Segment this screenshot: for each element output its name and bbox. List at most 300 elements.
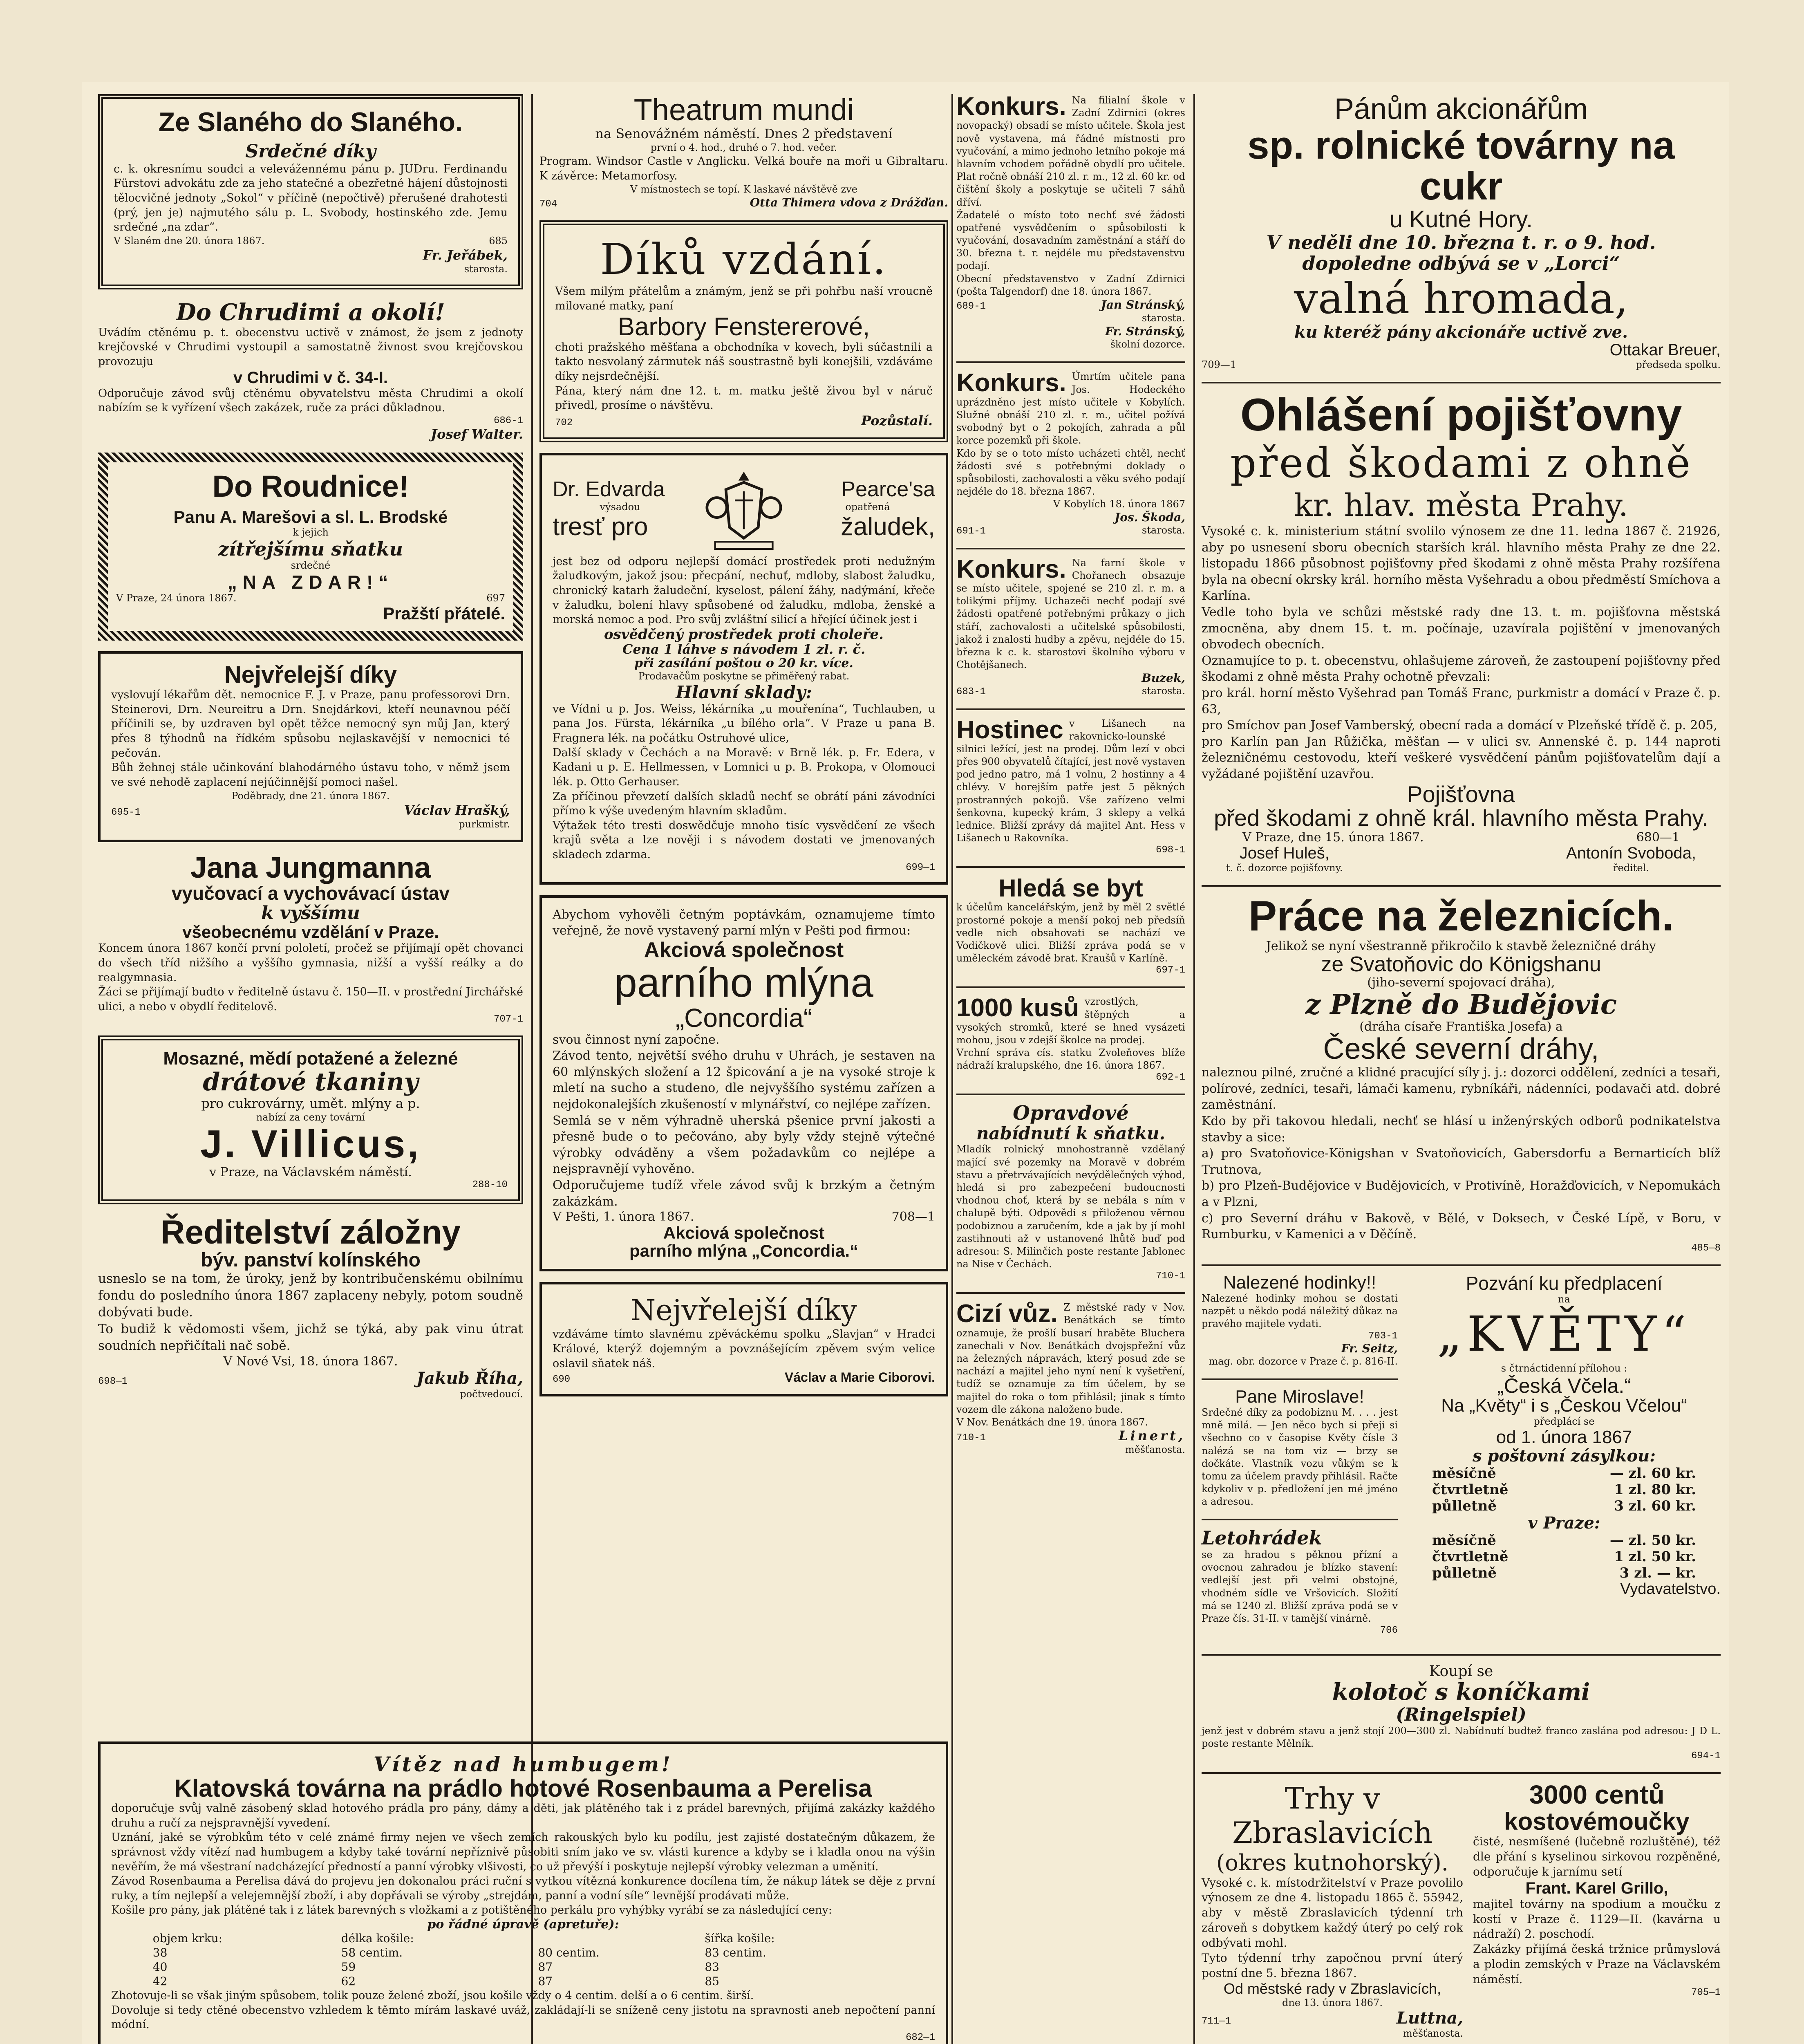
ad-signature: Václav a Marie Ciborovi. <box>784 1370 935 1385</box>
ad-text: Všem milým přátelům a známým, jenž se při pohřbu naší vroucně milované matky, paní <box>555 285 933 312</box>
ad-text-2: Vrchní správa cís. statku Zvoleňoves blíže nádraží kralupského, dne 16. února 1867. <box>956 1047 1185 1071</box>
ad-title: Klatovská továrna na prádlo hotové Rosenbauma a Perelisa <box>174 1775 872 1802</box>
ad-text: se za hradou s pěknou přízní a ovocnou zahradou je blízko stavení: vedlejší jest při velmi obstojné, vhodném sídle ve Vršovicích. Složití má se 1240 zl. Bližší zpráva podá se v Praze čís. 31-II. v tamější vinárně. <box>1202 1549 1398 1624</box>
table-row <box>152 1974 894 1988</box>
ad-text-3: Pána, který nám dne 12. t. m. matku ještě živou byl v náruč přivedl, prosíme o návštěvu. <box>555 384 933 412</box>
ad-line: vyučovací a vychovávací ústav <box>171 883 450 904</box>
table-cell: 42 <box>152 1975 168 1988</box>
ad-role-2: školní dozorce. <box>1110 338 1185 350</box>
ad-signature: Buzek, <box>1141 671 1185 685</box>
price-value: — zl. 60 kr. <box>1609 1465 1696 1481</box>
ad-text: Nalezené hodinky mohou se dostati nazpět u někdo podá náležitý důkaz na pravého majitele vydati. <box>1202 1293 1398 1330</box>
ad-concordia <box>539 895 948 1272</box>
ad-date: V Praze, 24 února 1867. <box>116 592 237 604</box>
ad-title: Opravdové <box>1013 1102 1129 1125</box>
ad-line: „NA ZDAR!“ <box>227 571 394 593</box>
ad-sig-1: Jan Stránský, <box>1101 298 1185 312</box>
ad-text: čisté, nesmíšené (lučebně rozluštěné), též dle přání s kyselinou sirkovou rozpěněné, odporučuje k jarnímu setí <box>1473 1834 1721 1878</box>
ad-line: před škodami z ohně <box>1230 439 1692 487</box>
ad-head: 1000 kusů <box>956 994 1079 1022</box>
ad-line: drátové tkaniny <box>203 1067 419 1096</box>
ad-text: vyslovují lékařům dět. nemocnice F. J. v Praze, panu professorovi Drn. Steinerovi, Drn. Neureitru a Drn. Snejdárkovi, kteří neunavnou péčí příčinili se, by uzdraven byl opět těžce nemocný syn můj Jan, který přes 8 týhodnů na řídkém spůsobu nejlaskavější v nemocnici té pečován. <box>111 688 510 760</box>
ad-left-top: Dr. Edvarda <box>553 477 665 502</box>
table-header: šířka košile: <box>705 1932 775 1945</box>
ad-title: Nejvřelejší díky <box>224 661 397 688</box>
ad-text: Koncem února 1867 končí první pololetí, pročež se přijímají opět chovanci do všech tříd nižšího a vyššího gymnasia, nižší a vyšší reálky a do realgymnasia. <box>98 942 523 984</box>
ad-prace <box>1202 894 1721 1254</box>
ad-date: V Praze, dne 15. února 1867. <box>1242 830 1424 845</box>
ad-signature: Pražští přátelé. <box>383 604 505 623</box>
ad-line: všeobecnému vzdělání v Praze. <box>182 922 439 942</box>
ad-head: Konkurs. <box>956 555 1066 583</box>
table-cell: 85 <box>705 1975 719 1988</box>
ad-head: Pane Miroslave! <box>1235 1386 1364 1407</box>
price-value: 1 zl. 80 kr. <box>1614 1481 1696 1498</box>
royal-crest-icon <box>699 464 789 554</box>
ad-signature: Jos. Škoda, <box>1115 511 1185 524</box>
ad-head: Cizí vůz. <box>956 1300 1058 1328</box>
divider <box>956 986 1185 988</box>
ad-line: Na „Květy“ i s „Českou Včelou“ <box>1441 1396 1687 1416</box>
price-label: půlletně <box>1432 1497 1497 1514</box>
ad-kolotoc <box>1202 1663 1721 1761</box>
price-value: 3 zl. — kr. <box>1619 1564 1696 1581</box>
ad-cizi-vuz <box>956 1301 1185 1456</box>
ad-line: Panu A. Marešovi a sl. L. Brodské <box>173 507 448 527</box>
table-cell: 83 centim. <box>705 1946 766 1959</box>
ad-ref: 692-1 <box>1155 1072 1185 1083</box>
ad-signature: Fr. Seitz, <box>1341 1341 1398 1355</box>
ad-line: České severní dráhy, <box>1323 1032 1599 1065</box>
ad-letohradek <box>1202 1528 1398 1636</box>
ad-rosenbaum <box>98 1741 948 2044</box>
ad-ref: 680—1 <box>1636 830 1680 845</box>
ad-konkurs-2 <box>956 370 1185 537</box>
table-cell: 40 <box>152 1960 168 1974</box>
ad-title: Ředitelství záložny <box>161 1213 461 1251</box>
ad-ref: 288-10 <box>472 1179 508 1190</box>
ad-line: Od městské rady v Zbraslavicích, <box>1223 1980 1441 1997</box>
price-row <box>1408 1549 1721 1565</box>
ad-title: „KVĚTY“ <box>1437 1306 1691 1363</box>
column-rule <box>1193 94 1195 2044</box>
ad-line: dopoledne odbývá se v „Lorci“ <box>1302 252 1620 274</box>
ad-signature: Václav Hrašký, <box>404 802 510 818</box>
ad-ref: 699—1 <box>905 862 935 873</box>
divider <box>956 708 1185 710</box>
ad-role-right: ředitel. <box>1613 862 1649 874</box>
ad-text: jenž jest v dobrém stavu a jenž stojí 200—300 zl. Nabídnutí budtež franco zaslána pod adresou: J D L. poste restante Mělník. <box>1202 1725 1721 1750</box>
ad-villicus <box>98 1035 523 1204</box>
ad-name: Barbory Fenstererové, <box>618 312 870 341</box>
ad-text-2: choti pražského měšťana a obchodníka v kovech, byli súčastnili a takto nesvolaný zármutek náš soustrastně byli konejšili, vzdáváme díky nejsrdečnější. <box>555 341 933 383</box>
price-label: měsíčně <box>1432 1465 1496 1481</box>
ad-role: mag. obr. dozorce v Praze č. p. 816-II. <box>1209 1355 1398 1367</box>
ad-sig-2: parního mlýna „Concordia.“ <box>629 1241 859 1261</box>
ad-text-2: Žadatelé o místo toto nechť své žádosti opatřené vysvědčením o spůsobilosti k vyučování, dosavadním zaměstnání a stáří do 30. března t. r. nejdéle mu představenstvu podají. <box>956 209 1185 272</box>
ad-name: Frant. Karel Grillo, <box>1525 1879 1668 1897</box>
ad-title: Nalezené hodinky!! <box>1223 1272 1377 1293</box>
ad-text: Na farní škole v Chořanech obsazuje se místo učitele, spojené se 210 zl. r. m. a tolikými příjmy. Uchazeči nechť podají své žádosti opatřené potřebnými průkazy o jich stáří, zachovalosti a učitelské spůsobilosti, jakož i znalosti hudby a zpěvu, nejdéle do 15. března k c. k. starostovi školního výboru v Chotějšanech. <box>956 557 1185 671</box>
ad-text-3: Závod tento, největší svého druhu v Uhrách, je sestaven na 60 mlýnských složení a 12 špicování a je na vysoké stroje k mletí na sucho a studeno, dle nejvyššího systému zařízen a nejdokonalejších zkušeností v mlynářství, co nejlépe zařízen. <box>553 1049 935 1112</box>
ad-line: ze Svatoňovic do Königshanu <box>1321 952 1601 976</box>
ad-item-b: b) pro Plzeň-Budějovice v Budějovicích, v Protivíně, Horažďovicích, v Nepomukách a v Plzni, <box>1202 1179 1721 1210</box>
column-2 <box>539 94 948 1407</box>
ad-text-3: Za příčinou převzetí dalších skladů nechť se obrátí páni závodníci přímo k výše uvedeným hlavním skladům. <box>553 790 935 818</box>
table-header: objem krku: <box>152 1932 223 1945</box>
ad-text-4: Semlá se v něm výhradně uherská pšenice první jakosti a přesně bude o to pečováno, aby byly vždy stejně výtečné výrobky odváděny a všem požadavkům co nejlépe a nejspravnějí vyhověno. <box>553 1113 935 1177</box>
ad-date: V Pešti, 1. února 1867. <box>553 1210 694 1224</box>
ad-head: Letohrádek <box>1202 1527 1322 1549</box>
ad-text: vzrostlých, štěpných a vysokých stromků, které se hned vysázeti mohou, jsou v zdejší školce na prodej. <box>956 996 1185 1046</box>
ad-title: Pánům akcionářům <box>1334 93 1588 126</box>
ad-text-3: Kdo by při takovou hledali, nechť se hlásí u inženýrských odborů podnikatelstva stavby a sice: <box>1202 1114 1721 1145</box>
ad-line: (Ringelspiel) <box>1396 1704 1526 1725</box>
ad-line: u Kutné Hory. <box>1389 206 1533 233</box>
ad-line: v Praze: <box>1528 1513 1600 1533</box>
ad-text-2: To budiž k vědomosti všem, jichž se týká, aby pak vinu útrat soudních nepřičítali nač sobě. <box>98 1321 523 1353</box>
divider <box>1202 1654 1721 1656</box>
divider <box>1202 1378 1398 1380</box>
ad-title: Theatrum mundi <box>633 93 854 127</box>
column-rule <box>951 94 953 2044</box>
divider <box>1202 1264 1721 1266</box>
price-label: půlletně <box>1432 1564 1497 1581</box>
ad-text: usneslo se na tom, že úroky, jenž by kontribučenskému obilnímu fondu do posledního února 1867 zaplaceny nebyly, potom soudně dobývati bude. <box>98 1271 523 1320</box>
ad-roudnice <box>98 453 523 641</box>
ad-jungmann <box>98 853 523 1025</box>
ad-title: Nejvřelejší díky <box>630 1293 857 1327</box>
ad-line: předplácí se <box>1533 1416 1595 1428</box>
ad-line: (dráha císaře Františka Josefa) a <box>1359 1019 1563 1034</box>
divider <box>956 361 1185 363</box>
ad-depots: ve Vídni u p. Jos. Weiss, lékárníka „u mouřenína“, Tuchlauben, u pana Jos. Fürsta, lékárníka „u bílého orla“. V Praze u pana B. Fragnera lék. na počátku Ostruhové ulice, <box>553 702 935 745</box>
ad-line: k jejich <box>293 526 329 538</box>
ad-ref: 682—1 <box>905 2032 935 2043</box>
ad-slany <box>98 94 523 289</box>
column-3 <box>956 94 1185 1467</box>
ad-chrudim <box>98 300 523 442</box>
ad-highlight: osvědčený prostředek proti choleře. <box>604 626 884 643</box>
ad-text-6: pro Karlín pan Jan Růžička, měšťan — v ulici sv. Annenské č. p. 144 naproti železničnému cestovodu, kteří veškeré vysvědčení pánům pojišťovatelům dají a vyžádané pojištění uzavřou. <box>1202 734 1721 781</box>
ad-ref: 710-1 <box>1155 1271 1185 1282</box>
ad-grillo <box>1473 1781 1721 2040</box>
ad-ref: 709—1 <box>1202 359 1237 371</box>
size-table <box>152 1931 894 1988</box>
ad-ref: 685 <box>489 235 508 247</box>
table-cell: 87 <box>538 1975 553 1988</box>
ad-signature: Pozůstalí. <box>861 412 933 428</box>
ad-line: s poštovní zásylkou: <box>1472 1446 1656 1466</box>
ad-line: V neděli dne 10. března t. r. o 9. hod. <box>1266 231 1656 254</box>
price-label: čtvrtletně <box>1432 1481 1509 1498</box>
ad-item-c: c) pro Severní dráhu v Bakově, v Bělé, v Doksech, v České Lípě, v Boru, v Rumburku, v Kamenici a v Děčíně. <box>1202 1211 1721 1242</box>
ad-signature: Linert, <box>1118 1428 1185 1444</box>
ad-subtitle: (okres kutnohorský). <box>1216 1849 1448 1876</box>
divider <box>1202 1772 1721 1774</box>
ad-title-2: nabídnutí k sňatku. <box>976 1123 1166 1144</box>
ad-sig-2: Fr. Stránský, <box>1105 325 1185 338</box>
ad-text-2: svou činnost nyní započne. <box>553 1032 720 1047</box>
ad-hleda <box>956 875 1185 976</box>
ad-date: V Slaném dne 20. února 1867. <box>114 235 265 247</box>
ad-line: srdečné <box>291 560 331 572</box>
price-label: měsíčně <box>1432 1532 1496 1549</box>
ad-text-2: Odporučuje závod svůj ctěnému obyvatelstvu města Chrudimi a okolí nabízím se k vyřízení všech zakázek, ruče za práci důkladnou. <box>98 387 523 415</box>
ad-foot-2: před škodami z ohně král. hlavního města Prahy. <box>1214 805 1708 831</box>
price-label: čtvrtletně <box>1432 1548 1509 1565</box>
ad-name: J. Villicus, <box>200 1122 421 1166</box>
ad-theatrum <box>539 94 948 210</box>
column-1 <box>98 94 523 1411</box>
ad-heading: Srdečné díky <box>245 141 376 162</box>
ad-text: k účelům kancelářským, jenž by měl 2 světlé prostorné pokoje a menší pokoj neb předsíň vedle nich obsahovati se nachází ve Vodičkově ulici. Bližší zpráva podá se v uměleckém závodě brat. Kraušů v Karlíně. <box>956 901 1185 964</box>
ad-line: kr. hlav. města Prahy. <box>1294 487 1628 524</box>
ad-title: Trhy v Zbraslavicích <box>1232 1781 1433 1850</box>
price-value: 3 zl. 60 kr. <box>1614 1497 1696 1514</box>
ad-role: měšťanosta. <box>1125 1444 1185 1456</box>
ad-title: Díků vzdání. <box>600 234 888 285</box>
ad-line: první o 4. hod., druhé o 7. hod. večer. <box>650 141 837 153</box>
ad-line: od 1. února 1867 <box>1496 1427 1632 1448</box>
ad-text-5: pro Smíchov pan Josef Vamberský, obecní rada a domácí v Plzeňské třídě č. p. 205, <box>1202 718 1717 733</box>
ad-head: Konkurs. <box>956 92 1066 121</box>
ad-ref: 698—1 <box>98 1376 128 1387</box>
ad-subtitle: býv. panství kolínského <box>201 1249 421 1271</box>
price-row <box>1408 1565 1721 1581</box>
ad-right-top: Pearce'sa <box>841 477 935 502</box>
ad-price: Cena 1 láhve s návodem 1 zl. r. č. <box>622 641 866 657</box>
ad-sig-role: počtvedoucí. <box>460 1388 523 1400</box>
ad-line: ku kteréž pány akcionáře uctivě zve. <box>1294 323 1628 342</box>
ad-ref: 705—1 <box>1691 1987 1721 1999</box>
ad-left-small: výsadou <box>600 501 640 513</box>
ad-date: Poděbrady, dne 21. února 1867. <box>231 790 390 802</box>
ad-signature: Luttna, <box>1396 2008 1463 2028</box>
ad-date: V Nové Vsi, 18. února 1867. <box>223 1354 398 1369</box>
ad-kvety <box>1408 1273 1721 1598</box>
ad-pojistovna <box>1202 391 1721 874</box>
ad-address: v Chrudimi v č. 34-I. <box>233 368 388 387</box>
ad-sig-right: Antonín Svoboda, <box>1566 844 1696 863</box>
ad-line: pro cukrovárny, umět. mlýny a p. <box>201 1095 420 1111</box>
ad-line: Akciová společnost <box>644 938 844 962</box>
ad-line: zítřejšímu sňatku <box>218 538 403 560</box>
ad-title: Ze Slaného do Slaného. <box>158 107 463 137</box>
ad-ref: 689-1 <box>956 301 986 312</box>
ad-text: Jelikož se nyní všestranně přikročilo k stavbě železničné dráhy <box>1266 939 1656 953</box>
ad-text-4: Výtažek této tresti doswědčuje mnoho tisíc vysvědčení ze všech krajů světa a lze nověji i s návodem dostati ve jmenovaných skladech zdarma. <box>553 819 935 861</box>
ad-foot-1: Pojišťovna <box>1407 781 1515 807</box>
ad-text-5: Zhotovuje-li se však jiným spůsobem, tolik pouze želené zboží, jsou košile vždy o 4 centim. delší a o 6 centim. širší. <box>111 1989 754 2002</box>
ad-signature: Jakub Říha, <box>416 1368 523 1388</box>
ad-ref: 697 <box>486 592 505 604</box>
ad-text-2: naleznou pilné, zručné a klidné pracující síly j. j.: dozorci oddělení, zedníci a tesaři, polírové, zedníci, tesaři, lámači kamenu, rybníkáři, nádenníci, podavači atd. dobré zaměstnání. <box>1202 1065 1721 1112</box>
ad-line: V místnostech se topí. K laskavé návštěvě zve <box>630 184 857 195</box>
divider <box>956 548 1185 549</box>
ad-line: sp. rolnické továrny na cukr <box>1247 123 1675 208</box>
ad-signature: Ottakar Breuer, <box>1609 341 1721 359</box>
ad-ref: 706 <box>1380 1625 1398 1636</box>
ad-text-5: Odporučujeme tudíž vřele závod svůj k brzkým a četným zakázkám. <box>553 1178 935 1209</box>
ad-line: dne 13. února 1867. <box>1282 1997 1383 2008</box>
ad-ref: 697-1 <box>1155 965 1185 976</box>
price-row <box>1408 1498 1721 1514</box>
table-cell: 83 <box>705 1960 719 1974</box>
ad-text: Mladík rolnický mnohostranně vzdělaný mající své pozemky na Moravě v dobrém stavu a přetrvávajících nevýdělečných výhod, hledá si pro zabezpečení budoucnosti vhodnou choť, která by se nebála s ním v chalupě býti. Odpovědi s přiloženou věrnou podobiznou a zaručením, kde a jak by jí mohl zastihnouti až v ustanovené lhůtě buď pod adresou: S. Milinčich poste restante Jablonec na Nise v Čechách. <box>956 1143 1185 1270</box>
ad-ref: 690 <box>553 1374 571 1385</box>
ad-ref: 708—1 <box>891 1210 935 1224</box>
ad-date: V Nov. Benátkách dne 19. února 1867. <box>956 1416 1148 1428</box>
ad-ref: 710-1 <box>956 1432 986 1444</box>
ad-text: Na filialní škole v Zadní Zdirnici (okres novopacký) obsadí se místo učitele. Škola jest nově vystavena, má řádné místnosti pro vyučování, a mimo jednoho letního pokoje má hlavním vchodem pořádně obydlí pro učitele. Plat ročně obnáší 210 zl. r. m., 12 zl. 60 kr. od čištění školy a poskytuje se učiteli 7 sáhů dříví. <box>956 94 1185 208</box>
ad-line: na <box>1558 1293 1570 1305</box>
ad-line: k vyššímu <box>261 902 360 923</box>
ad-address: v Praze, na Václavském náměstí. <box>209 1165 412 1179</box>
ad-title: Do Chrudimi a okolí! <box>176 299 445 326</box>
ad-text-2: Kdo by se o toto místo ucházeti chtěl, nechť žádosti své s potřebnými doklady o spůsobilosti, zachovalosti a věku svého podají nejdéle do 18. března 1867. <box>956 447 1185 498</box>
ad-line: s čtrnáctidenní přílohou : <box>1501 1363 1627 1374</box>
ad-line: „Concordia“ <box>675 1003 812 1033</box>
ad-line: Mosazné, mědí potažené a železné <box>163 1049 458 1069</box>
ad-role: předseda spolku. <box>1636 359 1721 371</box>
ad-text: Abychom vyhověli četným poptávkám, oznamujeme tímto veřejně, že nově vystavený parní mlýn v Pešti pod firmou: <box>553 907 935 938</box>
ad-text-2: Další sklady v Čechách a na Moravě: v Brně lék. p. Fr. Edera, v Kadani u p. E. Hellmessen, v Lomnici u p. B. Prokopa, v Olomouci lék. p. Otto Gerhauser. <box>553 746 935 788</box>
price-row <box>1408 1481 1721 1498</box>
ad-ref: 691-1 <box>956 526 986 537</box>
ad-line: (jiho-severní spojovací dráha), <box>1367 975 1555 990</box>
ad-sig-role: purkmistr. <box>459 818 510 830</box>
ad-date: V Kobylích 18. února 1867 <box>1053 498 1185 510</box>
table-cell: 87 <box>538 1960 553 1974</box>
table-cell: 58 centim. <box>341 1946 403 1959</box>
ad-line: 3000 centů <box>1529 1780 1665 1809</box>
ad-line: „Česká Včela.“ <box>1497 1374 1631 1397</box>
ad-item-a: a) pro Svatoňovice-Königshan v Svatoňovicích, Gabersdorfu a Bernarticích blíž Trutnova, <box>1202 1146 1721 1177</box>
ad-ref: 703-1 <box>1368 1330 1398 1342</box>
ad-ref: 485—8 <box>1691 1242 1721 1254</box>
ad-title: Práce na železnicích. <box>1248 892 1674 940</box>
table-header: délka košile: <box>341 1932 414 1945</box>
ad-sig-role: starosta. <box>464 263 508 275</box>
price-value: — zl. 50 kr. <box>1609 1532 1696 1549</box>
ad-text: Vysoké c. k. ministerium státní svolilo výnosem ze dne 11. ledna 1867 č. 21926, aby po usnesení sboru obecních starších král. hlavního města Prahy ze dne 22. listopadu 1866 působnost pojišťovny před škodami z ohně města Prahy rozšířena byla na obecní okrsky král. horního města Vyšehradu a obou předměstí Smíchova a Karlína. <box>1202 524 1721 603</box>
ad-text: v Lišanech na rakovnicko-lounské silnici ležící, jest na prodej. Dům lezí v obci přes 900 obyvatelů čítající, jest nově vystaven pod jedno patro, má 1 volnu, 2 hostinny a 4 chlévy. V horejším patře jest 5 pěkných prostranných pokojů. Vše zařízeno velmi šenkovna, kupecký krám, 3 sklepy a velká lednice. Bližší zprávy dá majitel Ant. Hess v Lišanech u Rakovníka. <box>956 717 1185 844</box>
ad-text: Uvádím ctěnému p. t. obecenstvu uctivě v známost, že jsem z jednoty krejčovské v Chrudimi vystoupil a samostatně živnost svou krejčovskou provozuju <box>98 326 523 368</box>
ad-ref: 704 <box>539 199 557 210</box>
bottom-split <box>1202 1781 1721 2040</box>
ad-text: Srdečné díky za podobiznu M. . . . jest mně milá. — Jen něco bych si přeji si všechno co v časopise Květy čísle 3 nalézá se na tom viz — brzy se dočkáte. Vlastník vozu vůkým se k tomu za účelem pravdy přihlásil. Račte kdykoliv v p. předložení jen mé jméno a adresou. <box>1202 1406 1398 1508</box>
ad-hostinec <box>956 717 1185 856</box>
ad-role: starosta. <box>1141 524 1185 536</box>
ad-role-left: t. č. dozorce pojišťovny. <box>1226 862 1343 874</box>
ad-role: starosta. <box>1141 685 1185 697</box>
table-cell: 80 centim. <box>538 1946 600 1959</box>
ad-ref: 698-1 <box>1155 845 1185 856</box>
ad-line: z Plzně do Budějovic <box>1305 988 1617 1021</box>
ad-hodinky <box>1202 1273 1398 1368</box>
ad-line: Pozvání ku předplacení <box>1466 1272 1663 1294</box>
ad-role: měšťanosta. <box>1403 2028 1463 2040</box>
price-row <box>1408 1465 1721 1481</box>
ad-right-small: opatřená <box>845 501 890 513</box>
ad-head: Konkurs. <box>956 369 1066 397</box>
ad-ref: 695-1 <box>111 807 141 818</box>
ad-price-2: při zasílání poštou o 20 kr. více. <box>634 656 853 671</box>
ad-trhy <box>1202 1781 1463 2040</box>
table-cell: 62 <box>341 1975 356 1988</box>
lower-left <box>1202 1273 1398 1647</box>
ad-head: Hostinec <box>956 715 1063 744</box>
ad-signature: Vydavatelstvo. <box>1620 1580 1721 1598</box>
newspaper-page <box>82 82 1729 2044</box>
ad-line: valná hromada, <box>1294 273 1628 324</box>
ad-text-2: majitel továrny na spodium a moučku z kostí v Praze č. 1129—II. (kavárna u nádraží) 2. poschodí. <box>1473 1897 1721 1941</box>
ad-title: Hledá se byt <box>998 874 1143 902</box>
ad-ref: 702 <box>555 417 573 428</box>
ad-text-3: Obecní představenstvo v Zadní Zdirnici (pošta Talgendorf) dne 18. února 1867. <box>956 273 1185 297</box>
ad-akcionari <box>1202 94 1721 371</box>
table-row <box>152 1960 894 1974</box>
ad-right-big: žaludek, <box>841 513 935 541</box>
ad-text: doporučuje svůj valně zásobený sklad hotového prádla pro pány, dámy a děti, jak plátěného tak i z prádel barevných, přijímá zakázky každého druhu a ručí za nejspravnější vyvedení. <box>111 1802 935 1829</box>
ad-text-4: Košile pro pány, jak plátěné tak i z látek barevných s vložkami a z potištěného perkálu pro vyhýbky vyrábí se za následující ceny: <box>111 1904 832 1917</box>
ad-ref: 707-1 <box>493 1014 523 1025</box>
divider <box>956 1292 1185 1294</box>
ad-title: Jana Jungmanna <box>190 851 431 884</box>
ad-line: kostovémoučky <box>1504 1807 1690 1835</box>
ad-text-2: Žáci se přijímají budto v ředitelně ústavu č. 150—II. v prostřední Jirchářské ulici, a nebo v obydlí ředitelově. <box>98 986 523 1013</box>
ad-sig-1: Akciová společnost <box>663 1223 825 1243</box>
ad-ref: 694-1 <box>1691 1750 1721 1762</box>
table-cell: 59 <box>341 1960 356 1974</box>
ad-text-3: Zakázky přijímá česká tržnice průmyslová a plodin zemských v Praze na Václavském náměstí. <box>1473 1942 1721 1986</box>
ad-signature: Fr. Jeřábek, <box>423 247 508 263</box>
table-row <box>152 1945 894 1960</box>
ad-line: Koupí se <box>1429 1663 1493 1680</box>
ad-role-1: starosta. <box>1141 312 1185 324</box>
ad-top: Vítěz nad humbugem! <box>373 1752 673 1776</box>
ad-text: vzdáváme tímto slavnému zpěváckému spolku „Slavjan“ v Hradci Králové, kterýž dojemným a povznášejícím zpěvem svým velice oslavil sňatek náš. <box>553 1328 935 1370</box>
ad-left-big: tresť pro <box>553 513 648 541</box>
lower-right <box>1408 1273 1721 1647</box>
table-cell: 38 <box>152 1946 168 1959</box>
ad-text: Vysoké c. k. místodržitelství v Praze povolilo výnosem ze dne 4. listopadu 1865 č. 55942, aby v městě Zbraslavicích týdenní trh zároveň s dobytkem každý úterý po celý rok odbývati mohl. <box>1202 1876 1463 1950</box>
ad-text: Z městské rady v Nov. Benátkách se tímto oznamuje, že prošlí busarí hraběte Bluchera zanechali v Nov. Benátkách dvojspřežní vůz na železných nápravách, který posud zde se nachází a majitel jeho nyní není k vyšetření, tudíž se oznamuje za tím účelem, by se majitel do roka o tom přihlásil; jinak s tímto vozem dle zákona naloženo bude. <box>956 1302 1185 1415</box>
lower-split <box>1202 1273 1721 1647</box>
ad-text-2: Vedle toho byla ve schůzi městské rady dne 13. t. m. pojišťovna městská zmocněna, aby dnem 15. t. m. počínaje, uzavírala pojištění v jmenovaných obvodech obecních. <box>1202 605 1721 652</box>
divider <box>1202 382 1721 383</box>
ad-line: parního mlýna <box>614 959 873 1006</box>
divider <box>956 866 1185 868</box>
table-head: po řádné úpravě (apretuře): <box>427 1917 619 1932</box>
ad-diky <box>98 651 523 842</box>
ad-text: c. k. okresnímu soudci a velevážennému pánu p. JUDru. Ferdinandu Fürstovi advokátu zde za jeho statečné a obezřetné hájení důstojnosti tělocvičné jednoty „Sokol“ v příčině (nepočtivě) přerušené drahotesti (prý, jen je) najmutého sálu p. L. Svobody, hostinského zde. Jemu srdečné „na zdar“. <box>114 162 508 234</box>
ad-title: Ohlášení pojišťovny <box>1240 389 1682 441</box>
ad-text-6: Dovoluje si tedy ctěné obecenstvo vzhledem k těmto mírám laskavé uváž, zakládají-li se sníženě ceny jistotu na spravnosti aneb nepočtení panní módní. <box>111 2004 935 2031</box>
ad-text-2: Tyto týdenní trhy započnou první úterý postní dne 5. března 1867. <box>1202 1951 1463 1980</box>
ad-konkurs-1 <box>956 94 1185 351</box>
ad-ref: 711—1 <box>1202 2016 1231 2027</box>
column-4 <box>1202 94 1721 2040</box>
table-header-row <box>152 1931 894 1945</box>
ad-line: kolotoč s koníčkami <box>1332 1679 1590 1706</box>
ad-price-3: Prodavačům poskytne se přiměřený rabat. <box>638 670 850 682</box>
ad-ref: 683-1 <box>956 686 986 698</box>
ad-sig-left: Josef Huleš, <box>1239 844 1329 863</box>
ad-text-4: pro král. horní město Vyšehrad pan Tomáš Franc, purkmistr a domácí v Praze č. p. 63, <box>1202 686 1721 717</box>
ad-pearce <box>539 453 948 885</box>
